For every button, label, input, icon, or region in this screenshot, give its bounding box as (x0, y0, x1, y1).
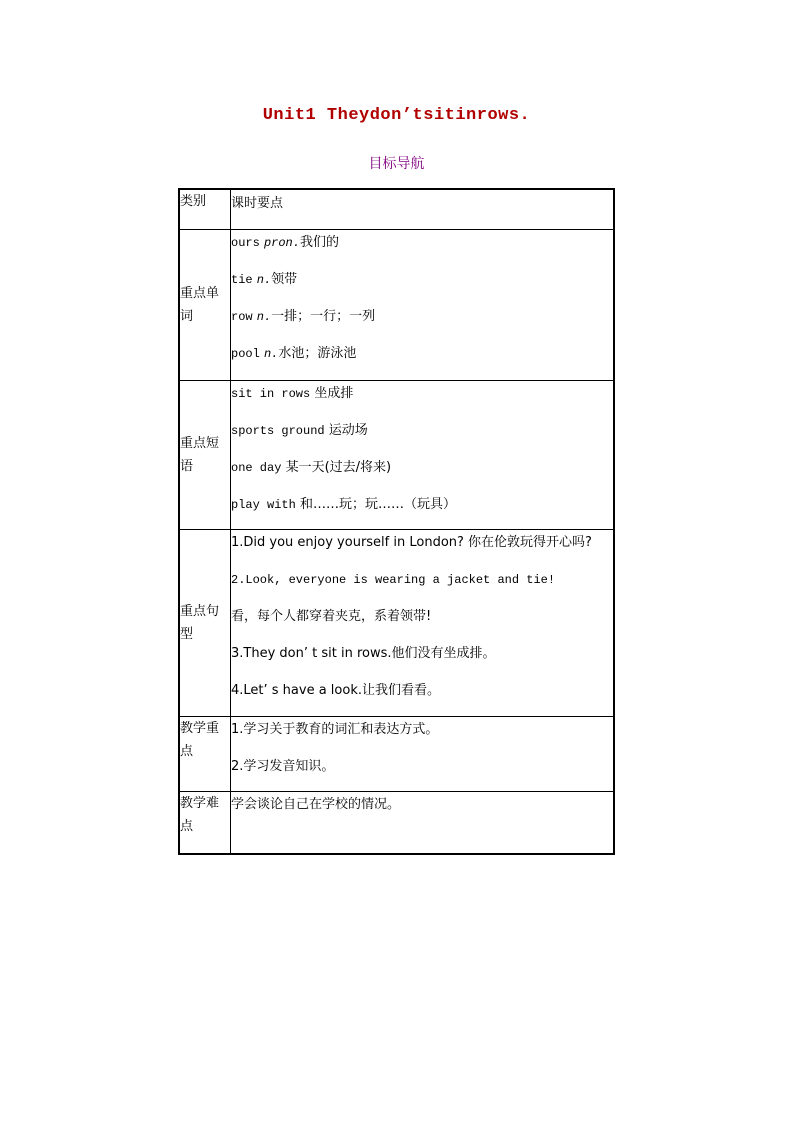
list-item: one day 某一天(过去/将来) (231, 460, 392, 475)
row-content (231, 381, 615, 530)
row-content (231, 792, 615, 855)
list-item: 1.Did you enjoy yourself in London? 你在伦敦玩得开心吗? (231, 535, 592, 550)
list-item: sports ground 运动场 (231, 423, 368, 438)
list-item: sit in rows 坐成排 (231, 386, 354, 401)
row-category: 重点句型 (179, 530, 231, 717)
table-row (179, 530, 614, 717)
table-row (179, 792, 614, 855)
header-content: 课时要点 (231, 189, 615, 230)
lesson-plan-table (178, 188, 615, 855)
row-category: 教学难点 (179, 792, 231, 855)
row-category: 重点单词 (179, 230, 231, 381)
list-item: 看，每个人都穿着夹克，系着领带! (231, 609, 432, 624)
table-header-row (179, 189, 614, 230)
row-content (231, 530, 615, 717)
list-item: 2.学习发音知识。 (231, 759, 335, 774)
list-item: row n.一排；一行；一列 (231, 309, 376, 324)
list-item: 4.Let’ s have a look.让我们看看。 (231, 683, 440, 698)
list-item: play with 和……玩；玩……（玩具） (231, 497, 456, 512)
list-item: 1.学习关于教育的词汇和表达方式。 (231, 722, 439, 737)
table-row (179, 381, 614, 530)
table-row (179, 230, 614, 381)
table-row (179, 717, 614, 792)
document-title: Unit1 Theydon’tsitinrows. (262, 106, 531, 125)
list-item: 3.They don’ t sit in rows.他们没有坐成排。 (231, 646, 496, 661)
section-subtitle: 目标导航 (368, 156, 425, 172)
row-category: 重点短语 (179, 381, 231, 530)
row-content (231, 717, 615, 792)
list-item: pool n.水池；游泳池 (231, 346, 357, 361)
row-content (231, 230, 615, 381)
row-category: 教学重点 (179, 717, 231, 792)
list-item: tie n.领带 (231, 272, 298, 287)
list-item: ours pron.我们的 (231, 235, 339, 250)
list-item: 2.Look, everyone is wearing a jacket and tie! (231, 573, 556, 587)
header-category: 类别 (179, 189, 231, 230)
list-item: 学会谈论自己在学校的情况。 (231, 797, 401, 812)
